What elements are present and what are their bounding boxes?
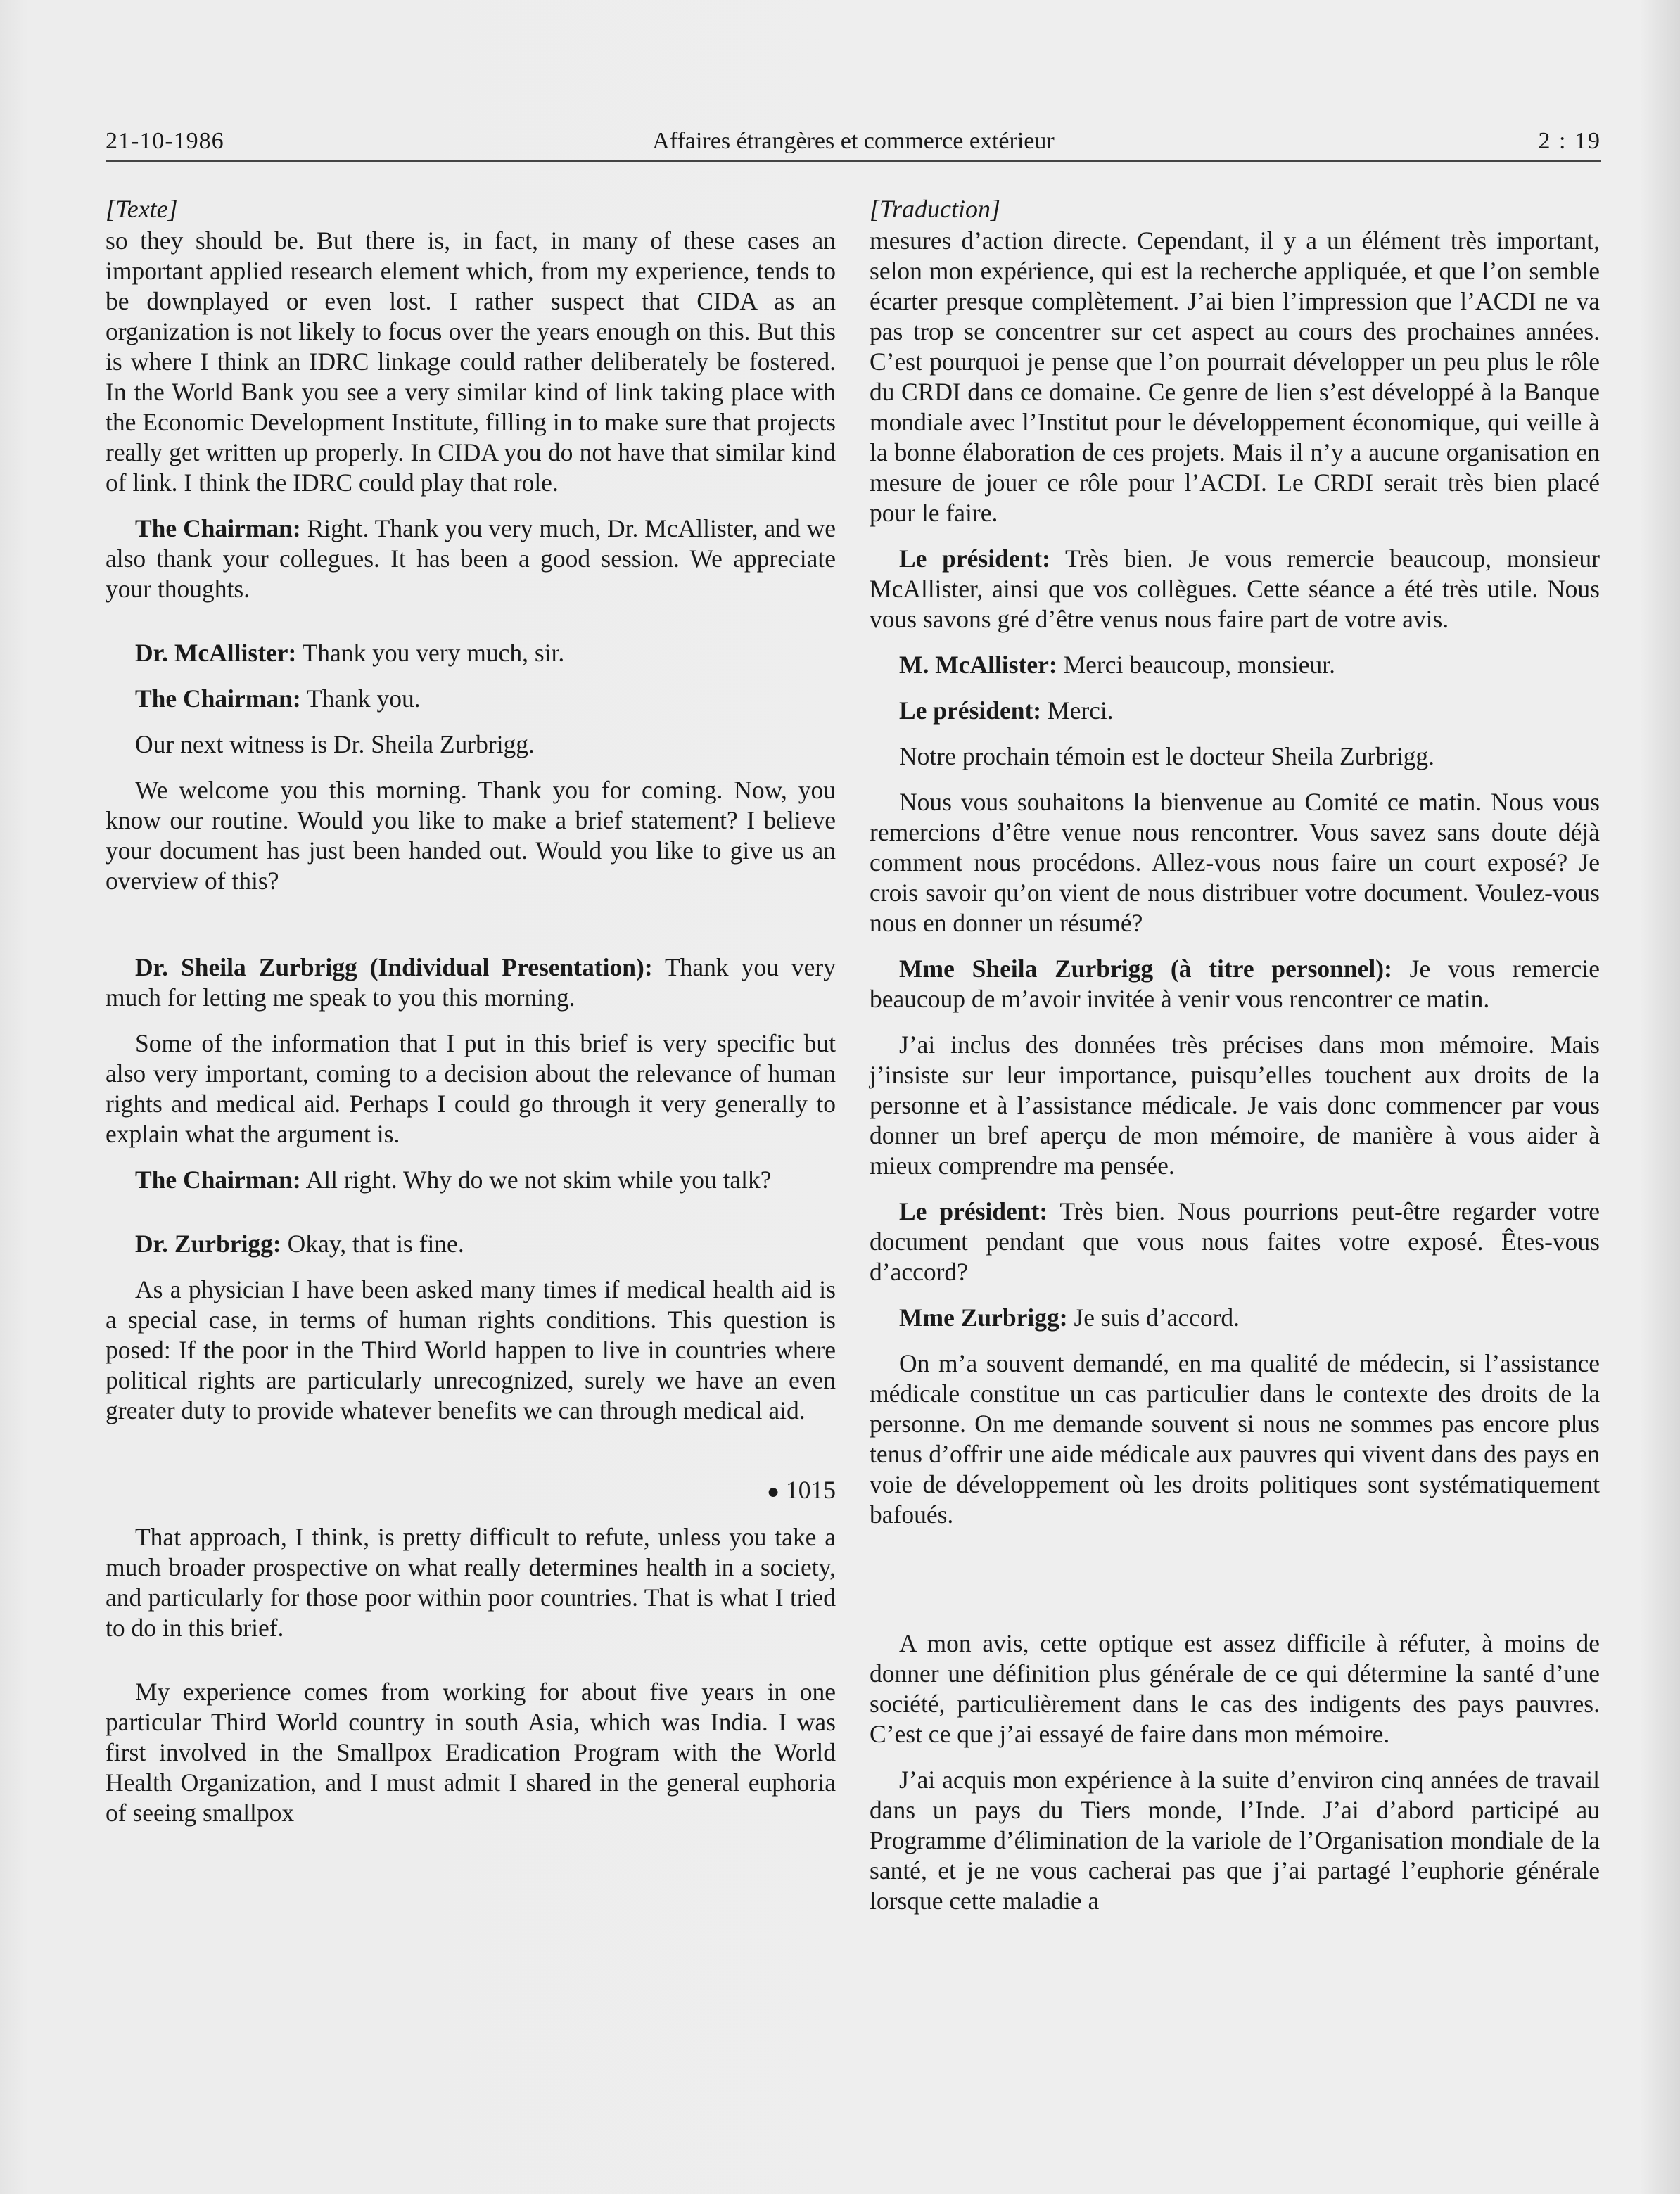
speaker-name: Le président: — [899, 544, 1050, 573]
speaker-name: Mme Zurbrigg: — [899, 1303, 1068, 1332]
paragraph: As a physician I have been asked many times if medical health aid is a special case, in terms of human rights conditions. This question is posed: If the poor in the Third World happen to live in countries where political rights are particularly unrecognized, surely we have an even greater duty to provide whatever benefits we can through medical aid. — [106, 1275, 836, 1424]
paragraph: A mon avis, cette optique est assez difficile à réfuter, à moins de donner une définition plus générale de ce qui détermine la santé d’une société, particulièrement dans le cas des indigents des pays pauvres. C’est ce que j’ai essayé de faire dans mon mémoire. — [870, 1629, 1600, 1748]
paragraph: On m’a souvent demandé, en ma qualité de médecin, si l’assistance médicale constitue un cas particulier dans le contexte des droits de la personne. On me demande souvent si nous ne sommes pas encore plus tenus d’offrir une aide médicale aux pauvres qui vivent dans des pays en voie de développement où les droits politiques sont systématiquement bafoués. — [870, 1349, 1600, 1529]
paragraph: Mme Sheila Zurbrigg (à titre personnel): Je vous remercie beaucoup de m’avoir invitée à venir vous rencontrer ce matin. — [870, 955, 1600, 1013]
paragraph: Notre prochain témoin est le docteur Sheila Zurbrigg. — [899, 742, 1435, 770]
speaker-name: Dr. Sheila Zurbrigg (Individual Presentation): — [135, 953, 653, 981]
speaker-name: The Chairman: — [135, 1166, 301, 1194]
paragraph: Dr. McAllister: Thank you very much, sir. — [135, 639, 565, 667]
speaker-name: The Chairman: — [135, 684, 301, 713]
paragraph: Le président: Merci. — [899, 696, 1114, 725]
paragraph: We welcome you this morning. Thank you for coming. Now, you know our routine. Would you like to make a brief statement? I believe your document has just been handed out. Would you like to give us an overview of this? — [106, 776, 836, 895]
speaker-name: Mme Sheila Zurbrigg (à titre personnel): — [899, 955, 1392, 983]
paragraph: That approach, I think, is pretty difficult to refute, unless you take a much broader prospective on what really determines health in a society, and particularly for those poor within poor countries. That is what I tried to do in this brief. — [106, 1523, 836, 1642]
header-title: Affaires étrangères et commerce extérieur — [652, 128, 1055, 154]
header-date: 21-10-1986 — [106, 128, 224, 154]
column-label-traduction: [Traduction] — [870, 195, 1001, 223]
paragraph: Dr. Zurbrigg: Okay, that is fine. — [135, 1230, 464, 1258]
paragraph: The Chairman: All right. Why do we not skim while you talk? — [135, 1166, 772, 1194]
column-label-texte: [Texte] — [106, 195, 178, 223]
header-page-number: 2 : 19 — [1538, 128, 1601, 154]
paragraph: My experience comes from working for about five years in one particular Third World country in south Asia, which was India. I was first involved in the Smallpox Eradication Program with the World Health Organization, and I must admit I shared in the general euphoria of seeing smallpox — [106, 1678, 836, 1827]
paragraph: M. McAllister: Merci beaucoup, monsieur. — [899, 651, 1336, 679]
english-column — [106, 194, 836, 1844]
paragraph: J’ai inclus des données très précises dans mon mémoire. Mais j’insiste sur leur importance, puisqu’elles touchent aux droits de la personne et à l’assistance médicale. Je vais donc commencer par vous donner un bref aperçu de mon mémoire, de manière à vous aider à mieux comprendre ma pensée. — [870, 1031, 1600, 1180]
french-column — [870, 194, 1600, 1932]
paragraph: Our next witness is Dr. Sheila Zurbrigg. — [135, 730, 535, 758]
paragraph: Mme Zurbrigg: Je suis d’accord. — [899, 1303, 1240, 1332]
paragraph: so they should be. But there is, in fact, in many of these cases an important applied research element which, from my experience, tends to be downplayed or even lost. I rather suspect that CIDA as an organization is not likely to focus over the years enough on this. But this is where I think an IDRC linkage could rather deliberately be fostered. In the World Bank you see a very similar kind of link taking place with the Economic Development Institute, filling in to make sure that projects really get written up properly. In CIDA you do not have that similar kind of link. I think the IDRC could play that role. — [106, 227, 836, 497]
speaker-name: Dr. Zurbrigg: — [135, 1230, 281, 1258]
bullet-icon: ● — [767, 1480, 780, 1503]
paragraph: The Chairman: Thank you. — [135, 684, 421, 713]
speaker-name: The Chairman: — [135, 514, 301, 542]
paragraph: The Chairman: Right. Thank you very much, Dr. McAllister, and we also thank your collegues. It has been a good session. We appreciate your thoughts. — [106, 514, 836, 603]
paragraph: Le président: Très bien. Nous pourrions peut-être regarder votre document pendant que vous nous faites votre exposé. Êtes-vous d’accord? — [870, 1197, 1600, 1286]
speaker-name: Le président: — [899, 1197, 1048, 1225]
paragraph: J’ai acquis mon expérience à la suite d’environ cinq années de travail dans un pays du Tiers monde, l’Inde. J’ai d’abord participé au Programme d’élimination de la variole de l’Organisation mondiale de la santé, et je ne vous cacherai pas que j’ai partagé l’euphorie générale lorsque cette maladie a — [870, 1766, 1600, 1915]
paragraph: mesures d’action directe. Cependant, il y a un élément très important, selon mon expérience, qui est la recherche appliquée, et que l’on semble écarter presque complètement. J’ai bien l’impression que l’ACDI ne va pas trop se concentrer sur cet aspect au cours des prochaines années. C’est pourquoi je pense que l’on pourrait développer un peu plus le rôle du CRDI dans ce domaine. Ce genre de lien s’est développé à la Banque mondiale avec l’Institut pour le développement économique, qui veille à la bonne élaboration de ces projets. Mais il n’y a aucune organisation en mesure de jouer ce rôle pour l’ACDI. Le CRDI serait très bien placé pour le faire. — [870, 227, 1600, 527]
paragraph: Some of the information that I put in this brief is very specific but also very important, coming to a decision about the relevance of human rights and medical aid. Perhaps I could go through it very generally to explain what the argument is. — [106, 1029, 836, 1148]
speaker-name: Dr. McAllister: — [135, 639, 297, 667]
running-header — [106, 121, 1601, 162]
paragraph: Nous vous souhaitons la bienvenue au Comité ce matin. Nous vous remercions d’être venue nous rencontrer. Vous savez sans doute déjà comment nous procédons. Allez-vous nous faire un court exposé? Je crois savoir qu’on vient de nous distribuer votre document. Voulez-vous nous en donner un résumé? — [870, 788, 1600, 937]
speaker-name: M. McAllister: — [899, 651, 1057, 679]
paragraph: Le président: Très bien. Je vous remercie beaucoup, monsieur McAllister, ainsi que vos collègues. Cette séance a été très utile. Nous vous savons gré d’être venus nous faire part de votre avis. — [870, 544, 1600, 633]
paragraph: Dr. Sheila Zurbrigg (Individual Presentation): Thank you very much for letting me speak to you this morning. — [106, 953, 836, 1012]
time-marker: ● 1015 — [767, 1476, 836, 1504]
speaker-name: Le président: — [899, 696, 1042, 725]
